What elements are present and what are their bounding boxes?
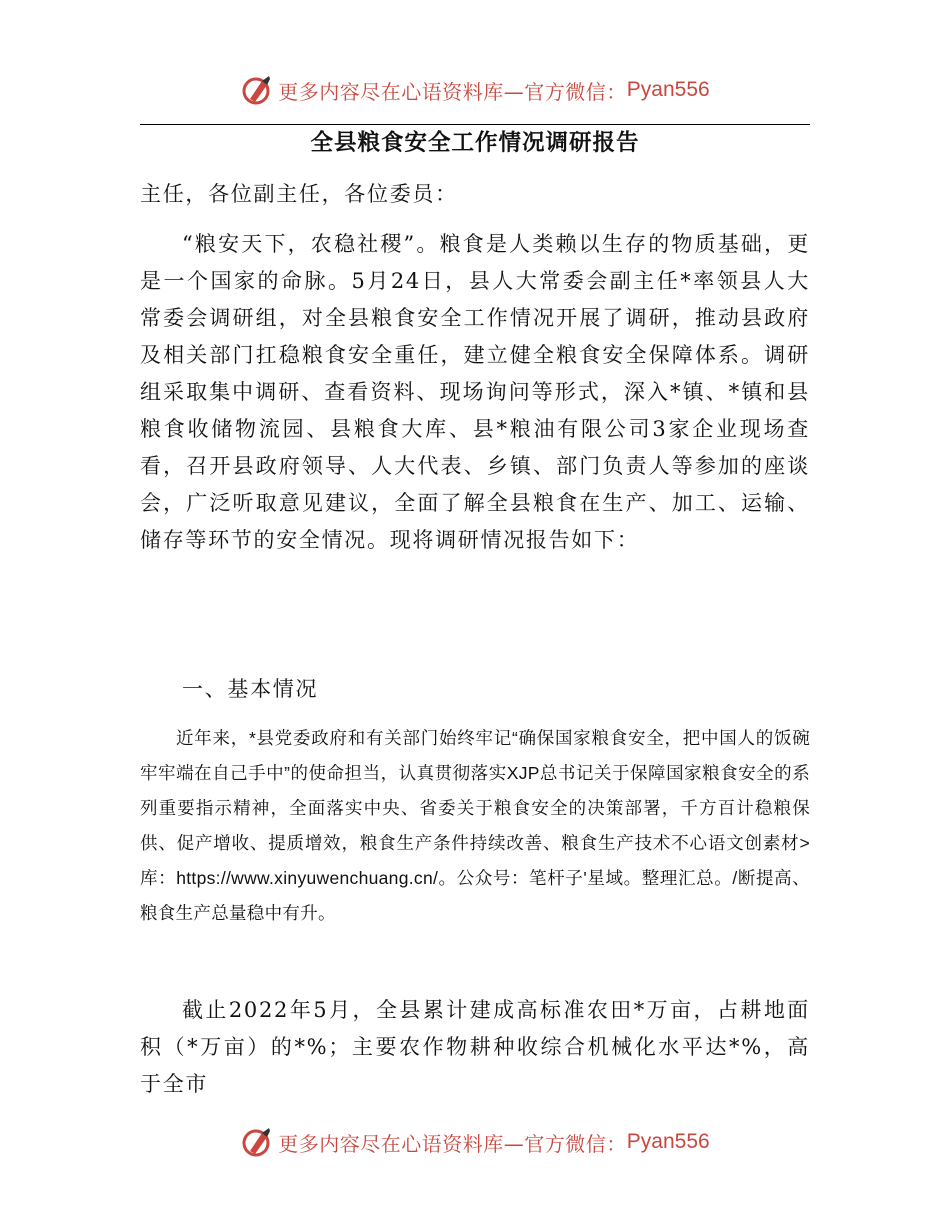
pen-nib-circle-icon [240,1125,274,1159]
watermark-wechat-id: Pyan556 [626,78,710,101]
watermark-text: 更多内容尽在心语资料库—官方微信： [278,1131,627,1156]
watermark-wechat-id: Pyan556 [626,1130,710,1153]
closing-paragraph: 截止2022年5月，全县累计建成高标准农田*万亩，占耕地面积（*万亩）的*%；主要农作物耕种收综合机械化水平达*%，高于全市 [140,998,810,1096]
footer-watermark [0,1120,950,1164]
section-paragraph: 近年来，*县党委政府和有关部门始终牢记“确保国家粮食安全，把中国人的饭碗牢牢端在自己手中”的使命担当，认真贯彻落实XJP总书记关于保障国家粮食安全的系列重要指示精神，全面落实中央、省委关于粮食安全的决策部署，千方百计稳粮保供、促产增收、提质增效，粮食生产条件持续改善、粮食生产技术不心语文创素材>库：https://www.xinyuwenchuang.cn/。公众号：笔杆子'星域。整理汇总。/断提高、粮食生产总量稳中有升。 [140,728,810,923]
watermark-text: 更多内容尽在心语资料库—官方微信： [278,79,627,104]
salutation: 主任，各位副主任，各位委员： [140,182,458,206]
intro-paragraph: “粮安天下，农稳社稷”。粮食是人类赖以生存的物质基础，更是一个国家的命脉。5月24日，县人大常委会副主任*率领县人大常委会调研组，对全县粮食安全工作情况开展了调研，推动县政府及相关部门扛稳粮食安全重任，建立健全粮食安全保障体系。调研组采取集中调研、查看资料、现场询问等形式，深入*镇、*镇和县粮食收储物流园、县粮食大库、县*粮油有限公司3家企业现场查看，召开县政府领导、人大代表、乡镇、部门负责人等参加的座谈会，广泛听取意见建议，全面了解全县粮食在生产、加工、运输、储存等环节的安全情况。现将调研情况报告如下： [140,232,810,552]
pen-nib-circle-icon [240,73,274,107]
section-heading: 一、基本情况 [182,677,319,701]
header-rule [140,124,810,125]
header-watermark [0,68,950,112]
page-title: 全县粮食安全工作情况调研报告 [310,130,640,156]
